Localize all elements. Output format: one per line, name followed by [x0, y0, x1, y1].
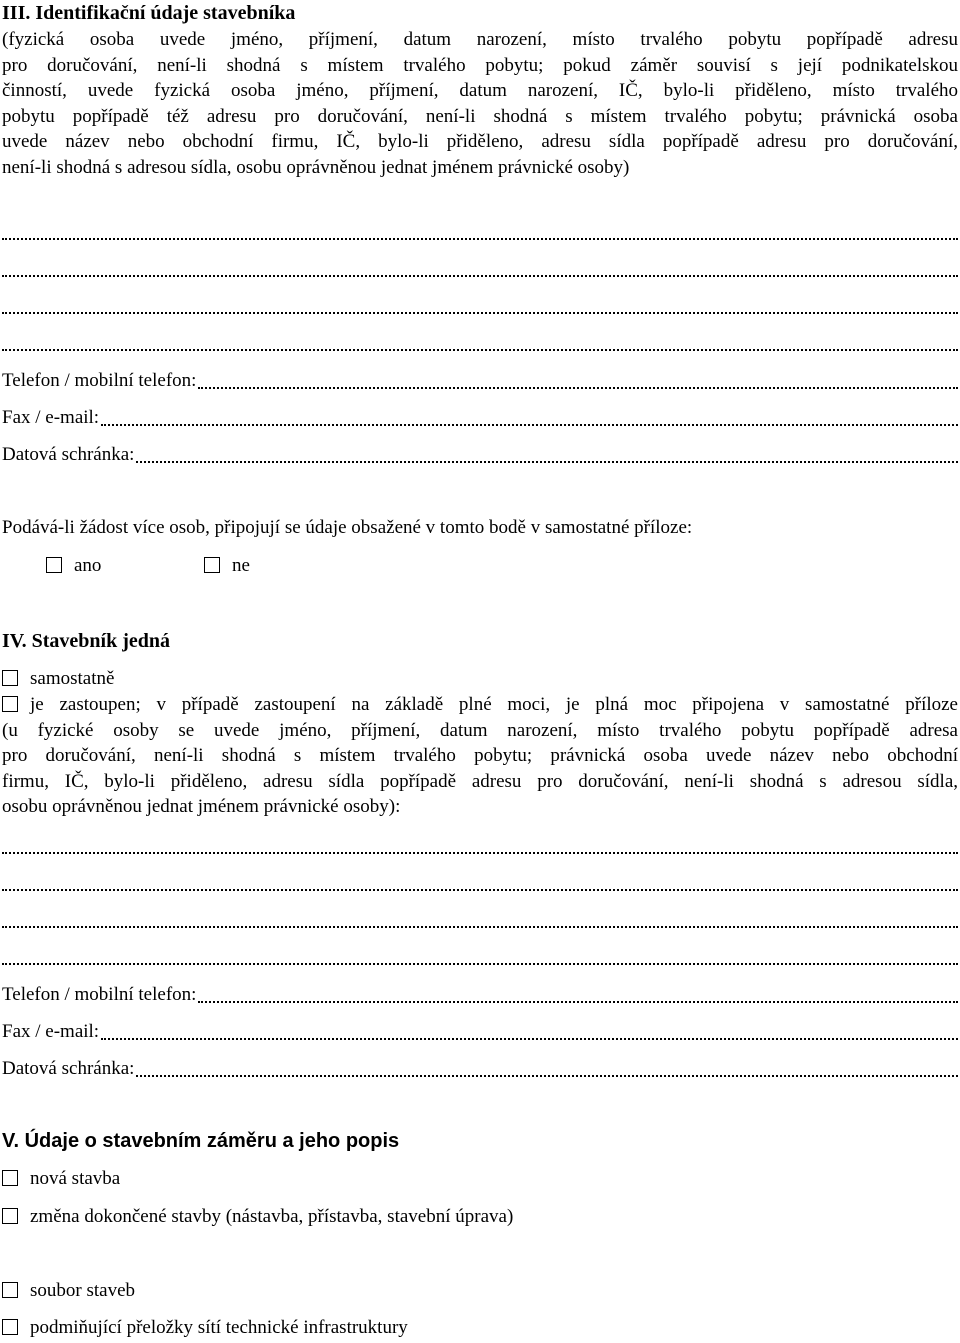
representative-info-line-2[interactable]	[2, 873, 958, 893]
option-label: nová stavba	[30, 1168, 121, 1189]
section3-heading: III. Identifikační údaje stavebníka	[2, 2, 296, 24]
represented-line	[2, 692, 958, 718]
databox-label: Datová schránka:	[2, 1058, 135, 1079]
databox-label: Datová schránka:	[2, 444, 135, 465]
instruction-line: pobytu popřípadě též adresu pro doručování, není-li shodná s místem trvalého pobytu; právnická osoba	[2, 105, 958, 127]
databox-input[interactable]	[136, 1060, 958, 1080]
applicant-info-line-4[interactable]	[2, 333, 958, 353]
represented-line: firmu, IČ, bylo-li přiděleno, adresu sídla popřípadě adresu pro doručování, není-li shodná s adresou sídla,	[2, 770, 958, 792]
representative-info-line-1[interactable]	[2, 836, 958, 856]
option-label: změna dokončené stavby (nástavba, přístavba, stavební úprava)	[30, 1206, 514, 1227]
representative-databox-field[interactable]	[2, 1056, 958, 1080]
section4-heading: IV. Stavebník jedná	[2, 630, 171, 652]
instruction-line: uvede název nebo obchodní firmu, IČ, bylo-li přiděleno, adresu sídla popřípadě adresu pro doručování,	[2, 131, 958, 152]
phone-input[interactable]	[198, 372, 958, 392]
option-infrastructure-relocation[interactable]	[2, 1317, 408, 1339]
fax-input[interactable]	[101, 1023, 958, 1043]
represented-text: je zastoupen; v případě zastoupení na základě plné moci, je plná moc připojena v samostatné příloze	[30, 694, 958, 715]
checkbox-new-building[interactable]	[2, 1170, 18, 1186]
option-no[interactable]	[204, 555, 250, 577]
instruction-line: není-li shodná s adresou sídla, osobu oprávněnou jednat jménem právnické osoby)	[2, 156, 630, 178]
section5-heading: V. Údaje o stavebním záměru a jeho popis	[2, 1130, 400, 1152]
fax-label: Fax / e-mail:	[2, 1021, 100, 1042]
fax-label: Fax / e-mail:	[2, 407, 100, 428]
fax-input[interactable]	[101, 409, 958, 429]
option-label: podmiňující přeložky sítí technické infrastruktury	[30, 1317, 408, 1338]
representative-info-line-4[interactable]	[2, 947, 958, 967]
representative-fax-field[interactable]	[2, 1019, 958, 1043]
option-no-label: ne	[232, 555, 250, 576]
represented-line: pro doručování, není-li shodná s místem trvalého pobytu; právnická osoba uvede název nebo obchodní	[2, 745, 958, 766]
option-represented[interactable]	[2, 692, 958, 820]
applicant-databox-field[interactable]	[2, 442, 958, 466]
applicant-info-line-2[interactable]	[2, 259, 958, 279]
phone-input[interactable]	[198, 986, 958, 1006]
option-building-set[interactable]	[2, 1280, 135, 1302]
checkbox-alone[interactable]	[2, 670, 18, 686]
checkbox-building-set[interactable]	[2, 1282, 18, 1298]
multiple-applicants-question: Podává-li žádost více osob, připojují se údaje obsažené v tomto bodě v samostatné příloze:	[2, 517, 693, 538]
applicant-phone-field[interactable]	[2, 368, 958, 392]
applicant-info-line-3[interactable]	[2, 296, 958, 316]
option-yes-label: ano	[74, 555, 102, 576]
option-building-change[interactable]	[2, 1206, 513, 1228]
option-label: soubor staveb	[30, 1280, 136, 1301]
instruction-line: (fyzická osoba uvede jméno, příjmení, datum narození, místo trvalého pobytu popřípadě adresu	[2, 29, 958, 50]
applicant-info-line-1[interactable]	[2, 222, 958, 242]
option-alone[interactable]	[2, 668, 114, 690]
represented-line: (u fyzické osoby se uvede jméno, příjmení, datum narození, místo trvalého pobytu popřípadě adresa	[2, 719, 958, 741]
checkbox-building-change[interactable]	[2, 1208, 18, 1224]
checkbox-no[interactable]	[204, 557, 220, 573]
checkbox-yes[interactable]	[46, 557, 62, 573]
represented-line: osobu oprávněnou jednat jménem právnické osoby):	[2, 796, 401, 817]
checkbox-represented[interactable]	[2, 696, 18, 712]
checkbox-infrastructure-relocation[interactable]	[2, 1319, 18, 1335]
option-new-building[interactable]	[2, 1168, 120, 1190]
phone-label: Telefon / mobilní telefon:	[2, 370, 197, 391]
representative-phone-field[interactable]	[2, 982, 958, 1006]
applicant-fax-field[interactable]	[2, 405, 958, 429]
instruction-line: činností, uvede fyzická osoba jméno, příjmení, datum narození, IČ, bylo-li přiděleno, místo trvalého	[2, 80, 958, 101]
instruction-line: pro doručování, není-li shodná s místem trvalého pobytu; pokud záměr souvisí s její podnikatelskou	[2, 54, 958, 76]
option-yes[interactable]	[46, 555, 101, 577]
option-alone-label: samostatně	[30, 668, 115, 689]
databox-input[interactable]	[136, 446, 958, 466]
phone-label: Telefon / mobilní telefon:	[2, 984, 197, 1005]
section3-instructions	[2, 27, 958, 180]
representative-info-line-3[interactable]	[2, 910, 958, 930]
